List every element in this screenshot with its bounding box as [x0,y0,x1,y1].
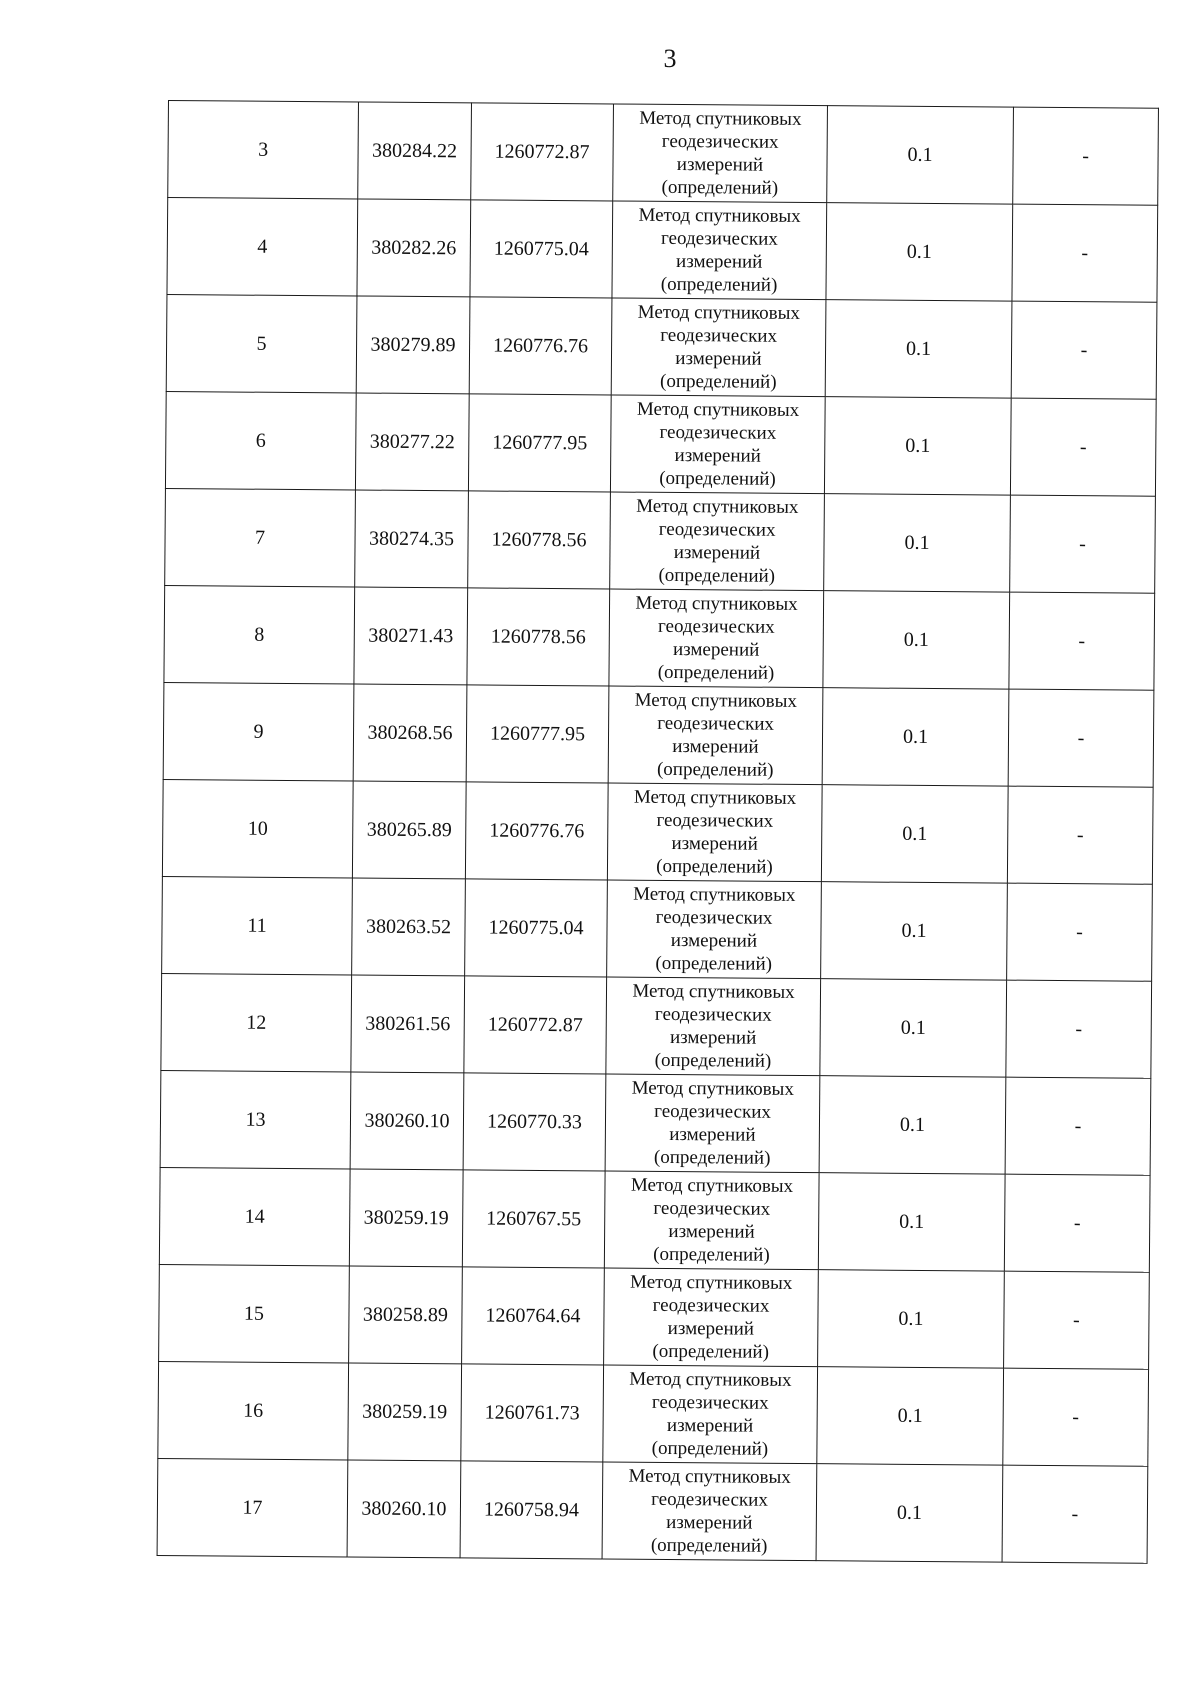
coordinates-table [157,100,1159,1564]
cell-y-coordinate: 1260767.55 [462,1170,605,1268]
method-line: (определений) [656,758,774,781]
cell-accuracy: 0.1 [818,1173,1005,1271]
cell-y-coordinate: 1260772.87 [471,103,614,201]
method-line: геодезических [654,1100,772,1123]
table-row [161,973,1152,1078]
cell-x-coordinate: 380259.19 [348,1363,462,1461]
method-line: Метод спутниковых [628,1465,791,1488]
cell-y-coordinate: 1260778.56 [468,491,611,589]
cell-x-coordinate: 380271.43 [354,587,468,685]
method-line: геодезических [651,1391,769,1414]
method-line: (определений) [651,1437,769,1460]
method-line: геодезических [656,809,774,832]
cell-accuracy: 0.1 [823,591,1010,689]
cell-point-number: 14 [159,1167,350,1265]
cell-method [602,1462,817,1561]
method-line: геодезических [660,227,778,250]
table-row [158,1361,1149,1466]
method-line: Метод спутниковых [633,883,796,906]
cell-x-coordinate: 380258.89 [349,1266,463,1364]
cell-point-number: 5 [166,294,357,392]
method-line: измерений [671,832,758,855]
method-line: Метод спутниковых [636,398,800,421]
method-line: Метод спутниковых [631,1077,794,1100]
cell-y-coordinate: 1260778.56 [467,588,610,686]
cell-point-number: 10 [162,779,353,877]
cell-accuracy: 0.1 [821,882,1008,980]
method-line: измерений [667,1317,755,1340]
cell-note: - [1013,107,1159,205]
cell-method [610,395,825,494]
cell-note: - [1010,495,1156,593]
method-line: Метод спутниковых [637,301,801,324]
cell-accuracy: 0.1 [817,1367,1004,1465]
cell-x-coordinate: 380274.35 [355,490,469,588]
table-row [162,779,1153,884]
cell-method [603,1365,818,1464]
method-line: геодезических [652,1294,770,1317]
cell-method [612,201,827,300]
cell-note: - [1002,1465,1148,1563]
cell-x-coordinate: 380282.26 [357,199,471,297]
method-line: измерений [669,1123,756,1146]
cell-method [610,492,825,591]
cell-method [609,589,824,688]
cell-method [604,1171,819,1270]
table-row [168,101,1159,206]
cell-x-coordinate: 380277.22 [355,393,469,491]
method-line: (определений) [658,564,776,587]
method-line: (определений) [652,1340,770,1363]
method-line: измерений [675,347,762,370]
cell-point-number: 7 [165,488,356,586]
table-row [159,1167,1150,1272]
cell-y-coordinate: 1260758.94 [460,1461,603,1559]
method-line: измерений [673,541,761,564]
cell-accuracy: 0.1 [819,1076,1006,1174]
cell-note: - [1007,786,1153,884]
cell-x-coordinate: 380265.89 [352,781,466,879]
cell-x-coordinate: 380261.56 [351,975,465,1073]
method-line: (определений) [650,1534,768,1557]
cell-accuracy: 0.1 [818,1270,1005,1368]
cell-point-number: 11 [162,876,353,974]
cell-method [604,1268,819,1367]
cell-accuracy: 0.1 [822,688,1009,786]
method-line: измерений [666,1511,753,1534]
cell-note: - [1010,398,1156,496]
table-row [165,488,1156,593]
method-line: измерений [669,1026,757,1049]
cell-note: - [1006,980,1152,1078]
method-line: геодезических [657,712,775,735]
method-line: геодезических [654,1003,772,1026]
method-line: (определений) [656,855,773,878]
cell-point-number: 13 [160,1070,351,1168]
cell-x-coordinate: 380263.52 [352,878,466,976]
cell-y-coordinate: 1260772.87 [464,976,607,1074]
cell-point-number: 4 [167,198,358,296]
cell-y-coordinate: 1260776.76 [469,297,612,395]
cell-accuracy: 0.1 [821,785,1008,883]
method-line: геодезических [655,906,773,929]
method-line: (определений) [653,1243,770,1266]
cell-method [613,104,828,203]
method-line: геодезических [653,1197,771,1220]
cell-accuracy: 0.1 [826,203,1013,301]
method-line: измерений [668,1220,755,1243]
method-line: геодезических [651,1488,768,1511]
method-line: Метод спутниковых [630,1174,794,1197]
method-line: Метод спутниковых [638,204,801,227]
cell-accuracy: 0.1 [816,1464,1003,1562]
table-row [166,294,1157,399]
cell-method [606,977,821,1076]
cell-y-coordinate: 1260777.95 [468,394,611,492]
method-line: измерений [676,250,763,273]
method-line: измерений [672,735,759,758]
method-line: Метод спутниковых [630,1271,793,1294]
cell-note: - [1003,1368,1149,1466]
coordinates-table-body [157,101,1158,1564]
cell-x-coordinate: 380260.10 [350,1072,464,1170]
method-line: измерений [666,1414,754,1437]
cell-x-coordinate: 380279.89 [356,296,470,394]
table-row [160,1070,1151,1175]
cell-y-coordinate: 1260775.04 [470,200,613,298]
cell-y-coordinate: 1260777.95 [466,685,609,783]
table-row [157,1458,1148,1563]
method-line: геодезических [659,421,777,444]
table-row [167,198,1158,303]
cell-method [607,880,822,979]
cell-accuracy: 0.1 [827,106,1014,204]
table-row [163,682,1154,787]
cell-x-coordinate: 380284.22 [358,102,472,200]
method-line: Метод спутниковых [629,1368,792,1391]
cell-y-coordinate: 1260775.04 [465,879,608,977]
cell-point-number: 16 [158,1361,349,1459]
method-line: Метод спутниковых [633,786,797,809]
method-line: (определений) [661,176,779,199]
method-line: Метод спутниковых [632,980,795,1003]
method-line: геодезических [658,518,776,541]
cell-x-coordinate: 380259.19 [349,1169,463,1267]
cell-accuracy: 0.1 [825,300,1012,398]
method-line: измерений [672,638,760,661]
cell-method [605,1074,820,1173]
table-row [162,876,1153,981]
method-line: (определений) [653,1146,771,1169]
cell-accuracy: 0.1 [820,979,1007,1077]
cell-y-coordinate: 1260761.73 [461,1364,604,1462]
table-row [165,391,1156,496]
method-line: (определений) [659,467,776,490]
cell-method [608,686,823,785]
cell-note: - [1004,1174,1150,1272]
method-line: (определений) [659,370,777,393]
table-row [159,1264,1150,1369]
cell-note: - [1009,592,1155,690]
method-line: измерений [674,444,761,467]
cell-y-coordinate: 1260776.76 [465,782,608,880]
cell-point-number: 8 [164,585,355,683]
page-number: 3 [663,44,677,73]
method-line: Метод спутниковых [634,689,798,712]
cell-note: - [1007,883,1153,981]
method-line: Метод спутниковых [636,495,799,518]
cell-x-coordinate: 380260.10 [347,1460,461,1558]
cell-point-number: 6 [165,391,356,489]
cell-y-coordinate: 1260764.64 [462,1267,605,1365]
table-row [164,585,1155,690]
cell-method [611,298,826,397]
method-line: измерений [676,153,764,176]
cell-accuracy: 0.1 [824,494,1011,592]
cell-note: - [1011,301,1157,399]
method-line: Метод спутниковых [635,592,798,615]
method-line: Метод спутниковых [639,107,802,130]
method-line: измерений [670,929,758,952]
cell-point-number: 9 [163,682,354,780]
method-line: (определений) [660,273,778,296]
cell-method [607,783,822,882]
method-line: геодезических [661,130,779,153]
method-line: геодезических [660,324,778,347]
cell-note: - [1004,1271,1150,1369]
method-line: геодезических [657,615,775,638]
method-line: (определений) [655,952,773,975]
method-line: (определений) [657,661,775,684]
cell-x-coordinate: 380268.56 [353,684,467,782]
cell-point-number: 15 [159,1264,350,1362]
cell-note: - [1008,689,1154,787]
cell-note: - [1005,1077,1151,1175]
cell-point-number: 3 [168,101,359,199]
cell-note: - [1012,204,1158,302]
cell-accuracy: 0.1 [824,397,1011,495]
cell-point-number: 12 [161,973,352,1071]
cell-y-coordinate: 1260770.33 [463,1073,606,1171]
cell-point-number: 17 [157,1458,348,1556]
method-line: (определений) [654,1049,772,1072]
